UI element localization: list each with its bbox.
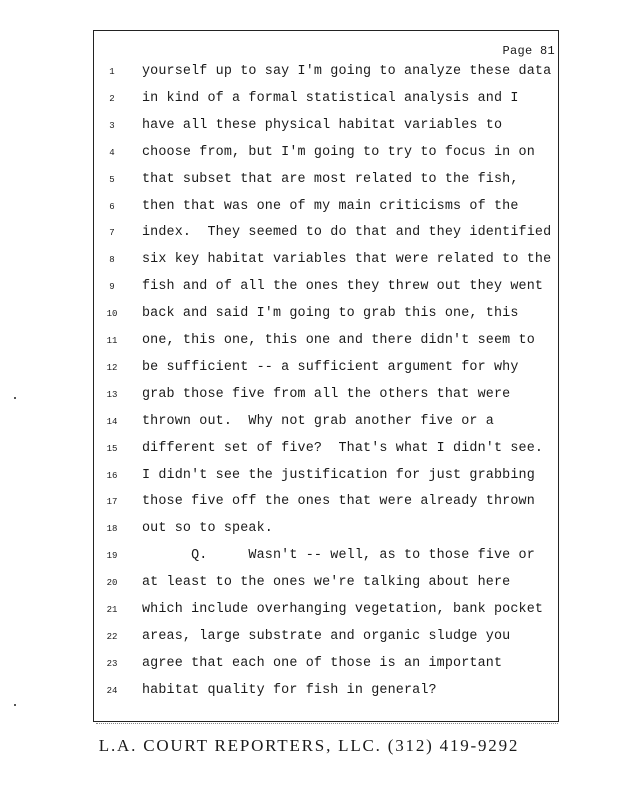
line-text: one, this one, this one and there didn't seem to <box>142 333 535 348</box>
line-text: be sufficient -- a sufficient argument for why <box>142 359 519 375</box>
line-number: 10 <box>106 309 118 320</box>
line-number: 15 <box>106 443 118 454</box>
scan-artifact-dot <box>14 704 16 706</box>
transcript-line <box>0 91 600 111</box>
line-text: index. They seemed to do that and they identified <box>142 225 552 241</box>
transcript-line <box>0 145 600 165</box>
line-number: 21 <box>106 605 118 615</box>
transcript-line <box>0 548 600 568</box>
line-text: choose from, but I'm going to try to focus in on <box>142 144 535 160</box>
line-text: which include overhanging vegetation, bank pocket <box>142 602 544 617</box>
scan-artifact-line <box>96 723 558 724</box>
line-text: at least to the ones we're talking about here <box>142 575 511 591</box>
line-text: out so to speak. <box>142 521 273 537</box>
transcript-line <box>0 360 600 380</box>
line-text: yourself up to say I'm going to analyze these data <box>142 64 552 79</box>
line-number: 20 <box>106 578 118 589</box>
line-text: grab those five from all the others that were <box>142 386 511 402</box>
line-number: 23 <box>106 658 118 669</box>
line-text: then that was one of my main criticisms of the <box>142 198 519 214</box>
transcript-line <box>0 279 600 299</box>
line-number: 13 <box>106 389 118 400</box>
transcript-line <box>0 602 600 622</box>
line-number: 4 <box>109 147 115 158</box>
line-number: 16 <box>106 470 118 481</box>
transcript-line <box>0 225 600 245</box>
transcript-line <box>0 468 600 488</box>
line-text: I didn't see the justification for just grabbing <box>142 467 535 483</box>
line-number: 12 <box>106 362 118 373</box>
line-text: habitat quality for fish in general? <box>142 682 437 698</box>
transcript-line <box>0 118 600 138</box>
transcript-line <box>0 521 600 541</box>
line-number: 11 <box>106 336 118 346</box>
scan-artifact-dot <box>14 397 16 399</box>
transcript-line <box>0 441 600 461</box>
line-number: 2 <box>109 93 115 104</box>
court-reporter-footer: L.A. COURT REPORTERS, LLC. (312) 419-9292 <box>98 736 520 755</box>
line-text: fish and of all the ones they threw out they went <box>142 279 544 295</box>
line-number: 18 <box>106 524 118 535</box>
page-number: Page 81 <box>502 44 555 58</box>
transcript-line <box>0 387 600 407</box>
line-text: that subset that are most related to the fish, <box>142 171 519 187</box>
transcript-line <box>0 172 600 192</box>
line-number: 8 <box>109 255 115 266</box>
line-number: 9 <box>109 282 115 293</box>
line-number: 14 <box>106 416 118 427</box>
transcript-line <box>0 199 600 219</box>
transcript-line <box>0 494 600 514</box>
transcript-line <box>0 575 600 595</box>
line-text: have all these physical habitat variables to <box>142 117 503 133</box>
line-text: different set of five? That's what I didn't see. <box>142 440 544 456</box>
transcript-line <box>0 306 600 326</box>
transcript-line <box>0 333 600 353</box>
line-number: 22 <box>106 631 118 642</box>
line-number: 24 <box>106 685 118 696</box>
transcript-line <box>0 656 600 676</box>
line-number: 7 <box>109 228 115 239</box>
transcript-line <box>0 414 600 434</box>
line-text: agree that each one of those is an important <box>142 655 503 671</box>
line-number: 1 <box>109 67 115 77</box>
line-text: areas, large substrate and organic sludge you <box>142 628 511 644</box>
line-text: those five off the ones that were already thrown <box>142 494 535 510</box>
line-text: thrown out. Why not grab another five or a <box>142 413 494 429</box>
line-text: Q. Wasn't -- well, as to those five or <box>142 548 535 564</box>
line-number: 6 <box>109 201 115 212</box>
line-number: 3 <box>109 120 115 131</box>
line-text: six key habitat variables that were related to the <box>142 252 552 268</box>
transcript-line <box>0 252 600 272</box>
line-text: in kind of a formal statistical analysis and I <box>142 90 519 106</box>
transcript-line <box>0 629 600 649</box>
transcript-line <box>0 683 600 703</box>
line-number: 19 <box>106 551 118 562</box>
line-number: 17 <box>106 497 118 508</box>
line-text: back and said I'm going to grab this one, this <box>142 306 519 322</box>
line-number: 5 <box>109 174 115 185</box>
transcript-line <box>0 64 600 84</box>
